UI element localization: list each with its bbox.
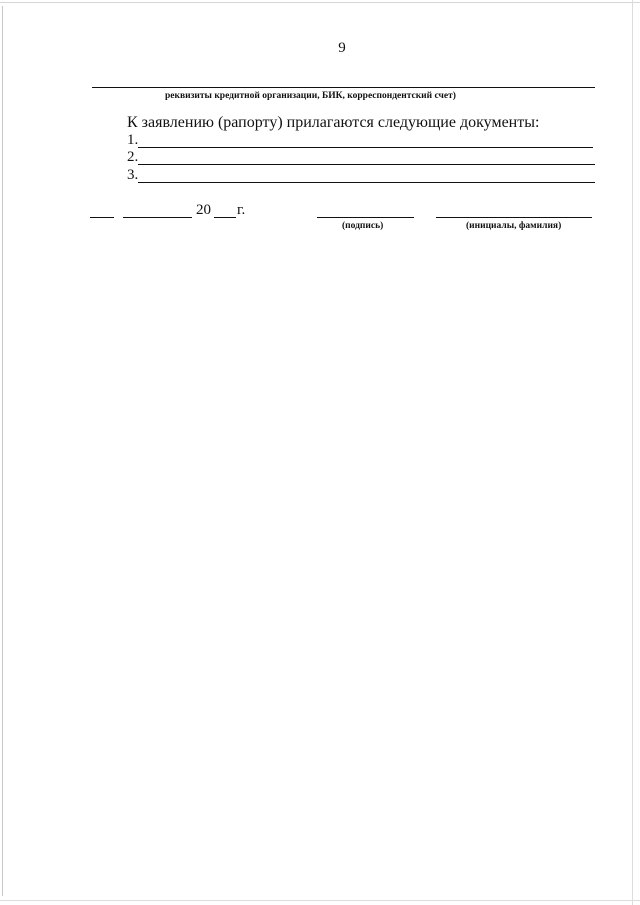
date-field [90,202,250,220]
attachments-heading: К заявлению (рапорту) прилагаются следующие документы: [127,114,540,131]
bank-details-line [92,87,595,88]
attachment-fill-line [138,182,595,183]
day-blank [90,217,114,218]
page-number: 9 [338,40,346,56]
year-prefix: 20 [196,202,211,218]
name-line [436,217,592,218]
attachment-row [127,132,593,148]
month-blank [123,217,192,218]
year-suffix: г. [237,202,246,218]
scan-edge-bottom [0,900,640,901]
scan-edge-left [2,6,3,896]
attachment-row [127,167,593,183]
year-blank [214,217,236,218]
attachment-row [127,149,593,165]
attachment-number: 2. [127,149,139,165]
scan-edge-top [0,2,640,3]
attachment-number: 1. [127,132,139,148]
scan-edge-right [632,0,633,905]
signature-line [317,217,414,218]
attachment-fill-line [138,164,595,165]
attachment-fill-line [138,147,593,148]
name-caption: (инициалы, фамилия) [466,221,562,231]
signature-caption: (подпись) [342,221,384,231]
attachment-number: 3. [127,167,139,183]
bank-details-caption: реквизиты кредитной организации, БИК, корреспондентский счет) [165,91,456,101]
